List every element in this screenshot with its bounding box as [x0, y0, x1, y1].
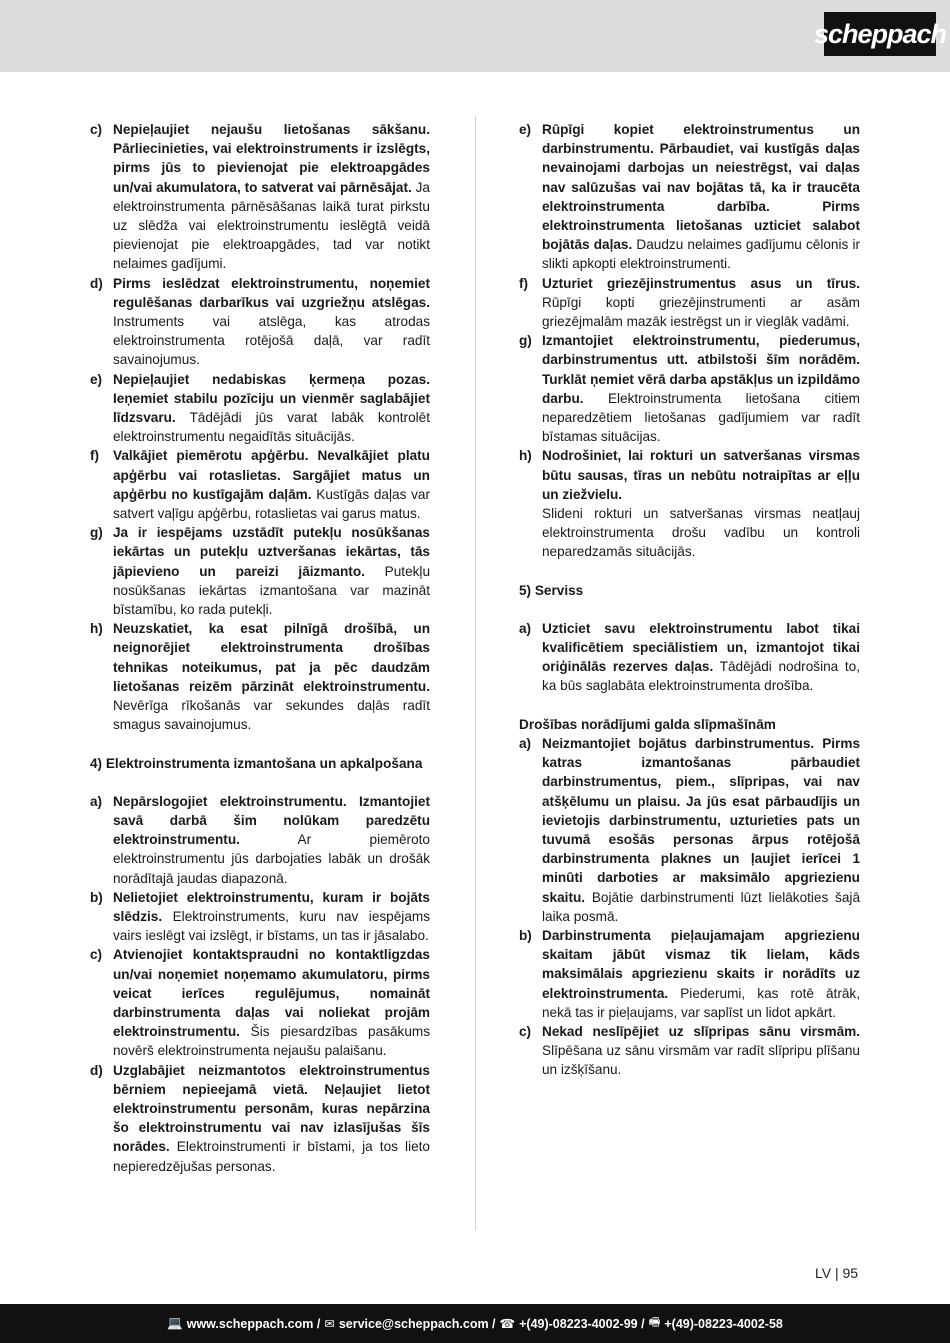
item-bold-text: Uzglabājiet neizmantotos elektroinstrumentus bērniem nepieejamā vietā. Neļaujiet lietot elektroinstrumentu personām, kuras nepārzina šo elektroinstrumentu vai nav izlasījušas šīs norādes.	[113, 1062, 430, 1155]
item-label: g)	[90, 525, 103, 541]
list-item	[90, 888, 430, 946]
list-item	[90, 120, 430, 274]
item-label: d)	[90, 275, 103, 291]
item-text	[542, 331, 860, 446]
item-body-text: Tādējādi jūs varat labāk kontrolēt elektroinstrumentu negaidītās situācijās.	[113, 410, 430, 445]
item-bold-text: Pirms ieslēdzat elektroinstrumentu, noņemiet regulēšanas darbarīkus vai uzgriežņu atslēgas.	[113, 275, 430, 310]
list-item	[519, 446, 860, 561]
item-text	[113, 1061, 430, 1176]
item-text	[113, 792, 430, 888]
item-text	[542, 274, 860, 332]
item-bold-text: Nepārslogojiet elektroinstrumentu. Izmantojiet savā darbā šim nolūkam paredzētu elektroinstrumentu.	[113, 793, 430, 848]
item-bold-text: Neuzskatiet, ka esat pilnīgā drošībā, un neignorējiet elektroinstrumenta drošības tehnikas noteikumus, pat ja pēc daudzām lietošanas reizēm pārzināt elektroinstrumentu.	[113, 621, 430, 694]
item-body-text: Bojātie darbinstrumenti lūzt lielākoties šajā laika posmā.	[542, 889, 860, 924]
item-body-text: Ar piemēroto elektroinstrumentu jūs darbojaties labāk un drošāk norādītajā jaudas diapazonā.	[113, 832, 430, 886]
brand-logo	[813, 12, 947, 56]
page-number: LV | 95	[815, 1265, 859, 1281]
section-6-title: Drošības norādījumi galda slīpmašīnām	[519, 716, 776, 732]
item-text	[542, 120, 860, 274]
list-item	[90, 945, 430, 1060]
item-body-text: Kustīgās daļas var satvert vaļīgu apģērbu, rotaslietas vai garus matus.	[113, 486, 430, 522]
item-label: c)	[90, 122, 103, 137]
footer-fax: +(49)-08223-4002-58	[664, 1316, 783, 1331]
footer-mail[interactable]: service@scheppach.com /	[338, 1316, 496, 1331]
item-bold-text: Atvienojiet kontaktspraudni no kontaktligzdas un/vai noņemiet noņemamo akumulatoru, pirms veicat ierīces regulējumus, nomaināt darbinstrumenta daļas vai noliekat projām elektroinstrumentu.	[113, 947, 430, 1040]
item-bold-text: Uzturiet griezējinstrumentus asus un tīrus.	[542, 275, 860, 291]
item-label: a)	[519, 620, 532, 636]
item-body-text: Slīpēšana uz sānu virsmām var radīt slīpripu plīšanu un izšķīšanu.	[542, 1043, 860, 1078]
item-body-text: Instruments vai atslēga, kas atrodas elektroinstrumenta rotējošā daļā, var radīt savainojumus.	[113, 314, 430, 368]
item-bold-text: Nodrošiniet, lai rokturi un satveršanas virsmas būtu sausas, tīras un nebūtu notraipītas ar eļļu un ziežvielu.	[542, 448, 860, 502]
list-item	[90, 274, 430, 370]
item-text	[113, 120, 430, 274]
item-label: h)	[519, 448, 532, 464]
item-bold-text: Nekad neslīpējiet uz slīpripas sānu virsmām.	[542, 1023, 860, 1039]
right-list	[519, 120, 860, 562]
footer-web[interactable]: www.scheppach.com /	[186, 1316, 321, 1331]
item-bold-text: Neizmantojiet bojātus darbinstrumentus. Pirms katras izmantošanas pārbaudiet darbinstrumentus, piem., slīpripas, vai nav atšķēlumu un plaisu. Ja jūs esat pārbaudījis un ievietojis darbinstrumentu, uzturieties pats un tuvumā esošās personas ārpus rotējošā darbinstrumenta plaknes un ļaujiet ierīcei 1 minūti darboties ar maksimālo apgriezienu skaitu.	[542, 735, 860, 905]
item-body-text: Piederumi, kas rotē ātrāk, nekā tas ir pieļaujams, var saplīst un lidot apkārt.	[542, 985, 860, 1020]
item-label: a)	[90, 793, 103, 809]
section-4-heading	[90, 754, 430, 773]
item-label: d)	[90, 1062, 103, 1078]
item-body-text: Putekļu nosūkšanas iekārtas izmantošana var mazināt bīstamību, ko rada putekļi.	[113, 563, 431, 618]
fax-icon: 🖷	[648, 1315, 661, 1329]
item-label: e)	[519, 122, 532, 137]
item-text	[542, 926, 860, 1022]
item-label: b)	[90, 889, 103, 905]
header-band	[0, 0, 950, 72]
right2-list	[519, 619, 860, 696]
computer-icon: 💻	[167, 1316, 183, 1330]
item-body-text: Slideni rokturi un satveršanas virsmas neatļauj elektroinstrumenta drošu vadību un kontroli neparedzamās situācijās.	[542, 506, 860, 560]
item-text	[113, 888, 430, 946]
item-text	[542, 619, 860, 696]
right3-list	[519, 734, 860, 1080]
item-bold-text: Ja ir iespējams uzstādīt putekļu nosūkšanas iekārtas un putekļu uztveršanas iekārtas, tās jāpievieno un pareizi jāizmanto.	[113, 525, 430, 579]
item-bold-text: Nepieļaujiet nejaušu lietošanas sākšanu. Pārliecinieties, vai elektroinstruments ir izslēgts, pirms jūs to pievienojat pie elektroapgādes un/vai akumulatora, to satverat vai pārnēsājat.	[113, 122, 430, 195]
item-label: f)	[519, 275, 529, 291]
item-label: b)	[519, 927, 532, 943]
footer-phone: +(49)-08223-4002-99 /	[519, 1316, 645, 1331]
item-bold-text: Nepieļaujiet nedabiskas ķermeņa pozas. Ieņemiet stabilu pozīciju un vienmēr saglabājiet līdzsvaru.	[113, 371, 430, 426]
item-bold-text: Darbinstrumenta pieļaujamajam apgriezienu skaitam jābūt vismaz tik lielam, kāds maksimālais apgriezienu skaits ir norādīts uz elektroinstrumenta.	[542, 927, 860, 1001]
item-bold-text: Nelietojiet elektroinstrumentu, kuram ir bojāts slēdzis.	[113, 889, 430, 924]
item-label: c)	[90, 947, 103, 963]
right-column	[519, 120, 860, 1080]
item-body-text: Daudzu nelaimes gadījumu cēlonis ir slikti apkopti elektroinstrumenti.	[542, 237, 860, 272]
item-text	[113, 370, 430, 447]
brand-logo-text: scheppach	[813, 18, 947, 49]
list-item	[519, 331, 860, 446]
item-label: g)	[519, 333, 532, 349]
phone-icon: ☎	[499, 1317, 516, 1331]
item-text	[113, 446, 430, 523]
item-label: c)	[519, 1023, 532, 1039]
item-body-text: Rūpīgi kopti griezējinstrumenti ar asām griezējmalām mazāk iestrēgst un ir vieglāk vadāmi.	[542, 294, 860, 330]
column-divider	[475, 116, 476, 1230]
item-text	[542, 1022, 860, 1080]
item-label: h)	[90, 621, 103, 637]
item-text	[542, 446, 860, 561]
list-item	[90, 619, 430, 734]
item-text	[542, 734, 860, 926]
item-body-text: Tādējādi nodrošina to, ka būs saglabāta elektroinstrumenta drošība.	[542, 659, 860, 694]
item-label: e)	[90, 371, 103, 387]
item-label: f)	[90, 448, 100, 464]
list-item	[519, 734, 860, 926]
list-item	[90, 792, 430, 888]
left2-list	[90, 792, 430, 1176]
item-text	[113, 945, 430, 1060]
list-item	[90, 523, 430, 619]
item-body-text: Elektroinstrumenta lietošana citiem neparedzētiem lietošanas gadījumiem var radīt bīstamas situācijas.	[542, 390, 860, 445]
item-bold-text: Izmantojiet elektroinstrumentu, piederumus, darbinstrumentus utt. atbilstoši šīm norādēm. Turklāt ņemiet vērā darba apstākļus un izpildāmo darbu.	[542, 333, 860, 406]
item-bold-text: Uzticiet savu elektroinstrumentu labot tikai kvalificētiem speciālistiem un, izmantojot tikai oriģinālās rezerves daļas.	[542, 620, 860, 675]
list-item	[90, 1061, 430, 1176]
list-item	[519, 1022, 860, 1080]
left-list	[90, 120, 430, 735]
item-bold-text: Valkājiet piemērotu apģērbu. Nevalkājiet platu apģērbu vai rotaslietas. Sargājiet matus un apģērbu no kustīgajām daļām.	[113, 448, 430, 502]
list-item	[519, 120, 860, 274]
item-text	[113, 523, 430, 619]
mail-icon: ✉	[324, 1317, 335, 1331]
left-column	[90, 120, 430, 1176]
list-item	[519, 926, 860, 1022]
item-body-text: Nevērīga rīkošanās var sekundes daļās radīt smagus savainojumus.	[113, 698, 430, 733]
footer	[0, 1304, 950, 1343]
item-bold-text: Rūpīgi kopiet elektroinstrumentus un darbinstrumentu. Pārbaudiet, vai kustīgās daļas nevainojami darbojas un neiestrēgst, vai daļas nav salūzušas vai nav bojātas tā, ka ir traucēta elektroinstrumenta darbība. Pirms elektroinstrumenta lietošanas uzticiet salabot bojātās daļas.	[542, 122, 860, 253]
list-item	[519, 619, 860, 696]
item-text	[113, 619, 430, 734]
item-label: a)	[519, 735, 532, 751]
section-4-title: 4) Elektroinstrumenta izmantošana un apkalpošana	[90, 755, 423, 771]
section-5-title: 5) Serviss	[519, 582, 584, 598]
list-item	[90, 446, 430, 523]
list-item	[90, 370, 430, 447]
item-body-text: Elektroinstruments, kuru nav iespējams vairs ieslēgt vai izslēgt, ir bīstams, un tas ir jāsalabo.	[113, 908, 430, 944]
item-text	[113, 274, 430, 370]
item-body-text: Šis piesardzības pasākums novērš elektroinstrumenta nejaušu palaišanu.	[113, 1024, 430, 1059]
list-item	[519, 274, 860, 332]
item-body-text: Ja elektroinstrumenta pārnēsāšanas laikā turat pirkstu uz slēdža vai elektroinstrumentu ieslēgtā veidā pievienojat pie elektroapgādes, tad var notikt nelaimes gadījumi.	[113, 179, 430, 272]
item-body-text: Elektroinstrumenti ir bīstami, ja tos lieto nepieredzējušas personas.	[113, 1139, 430, 1174]
